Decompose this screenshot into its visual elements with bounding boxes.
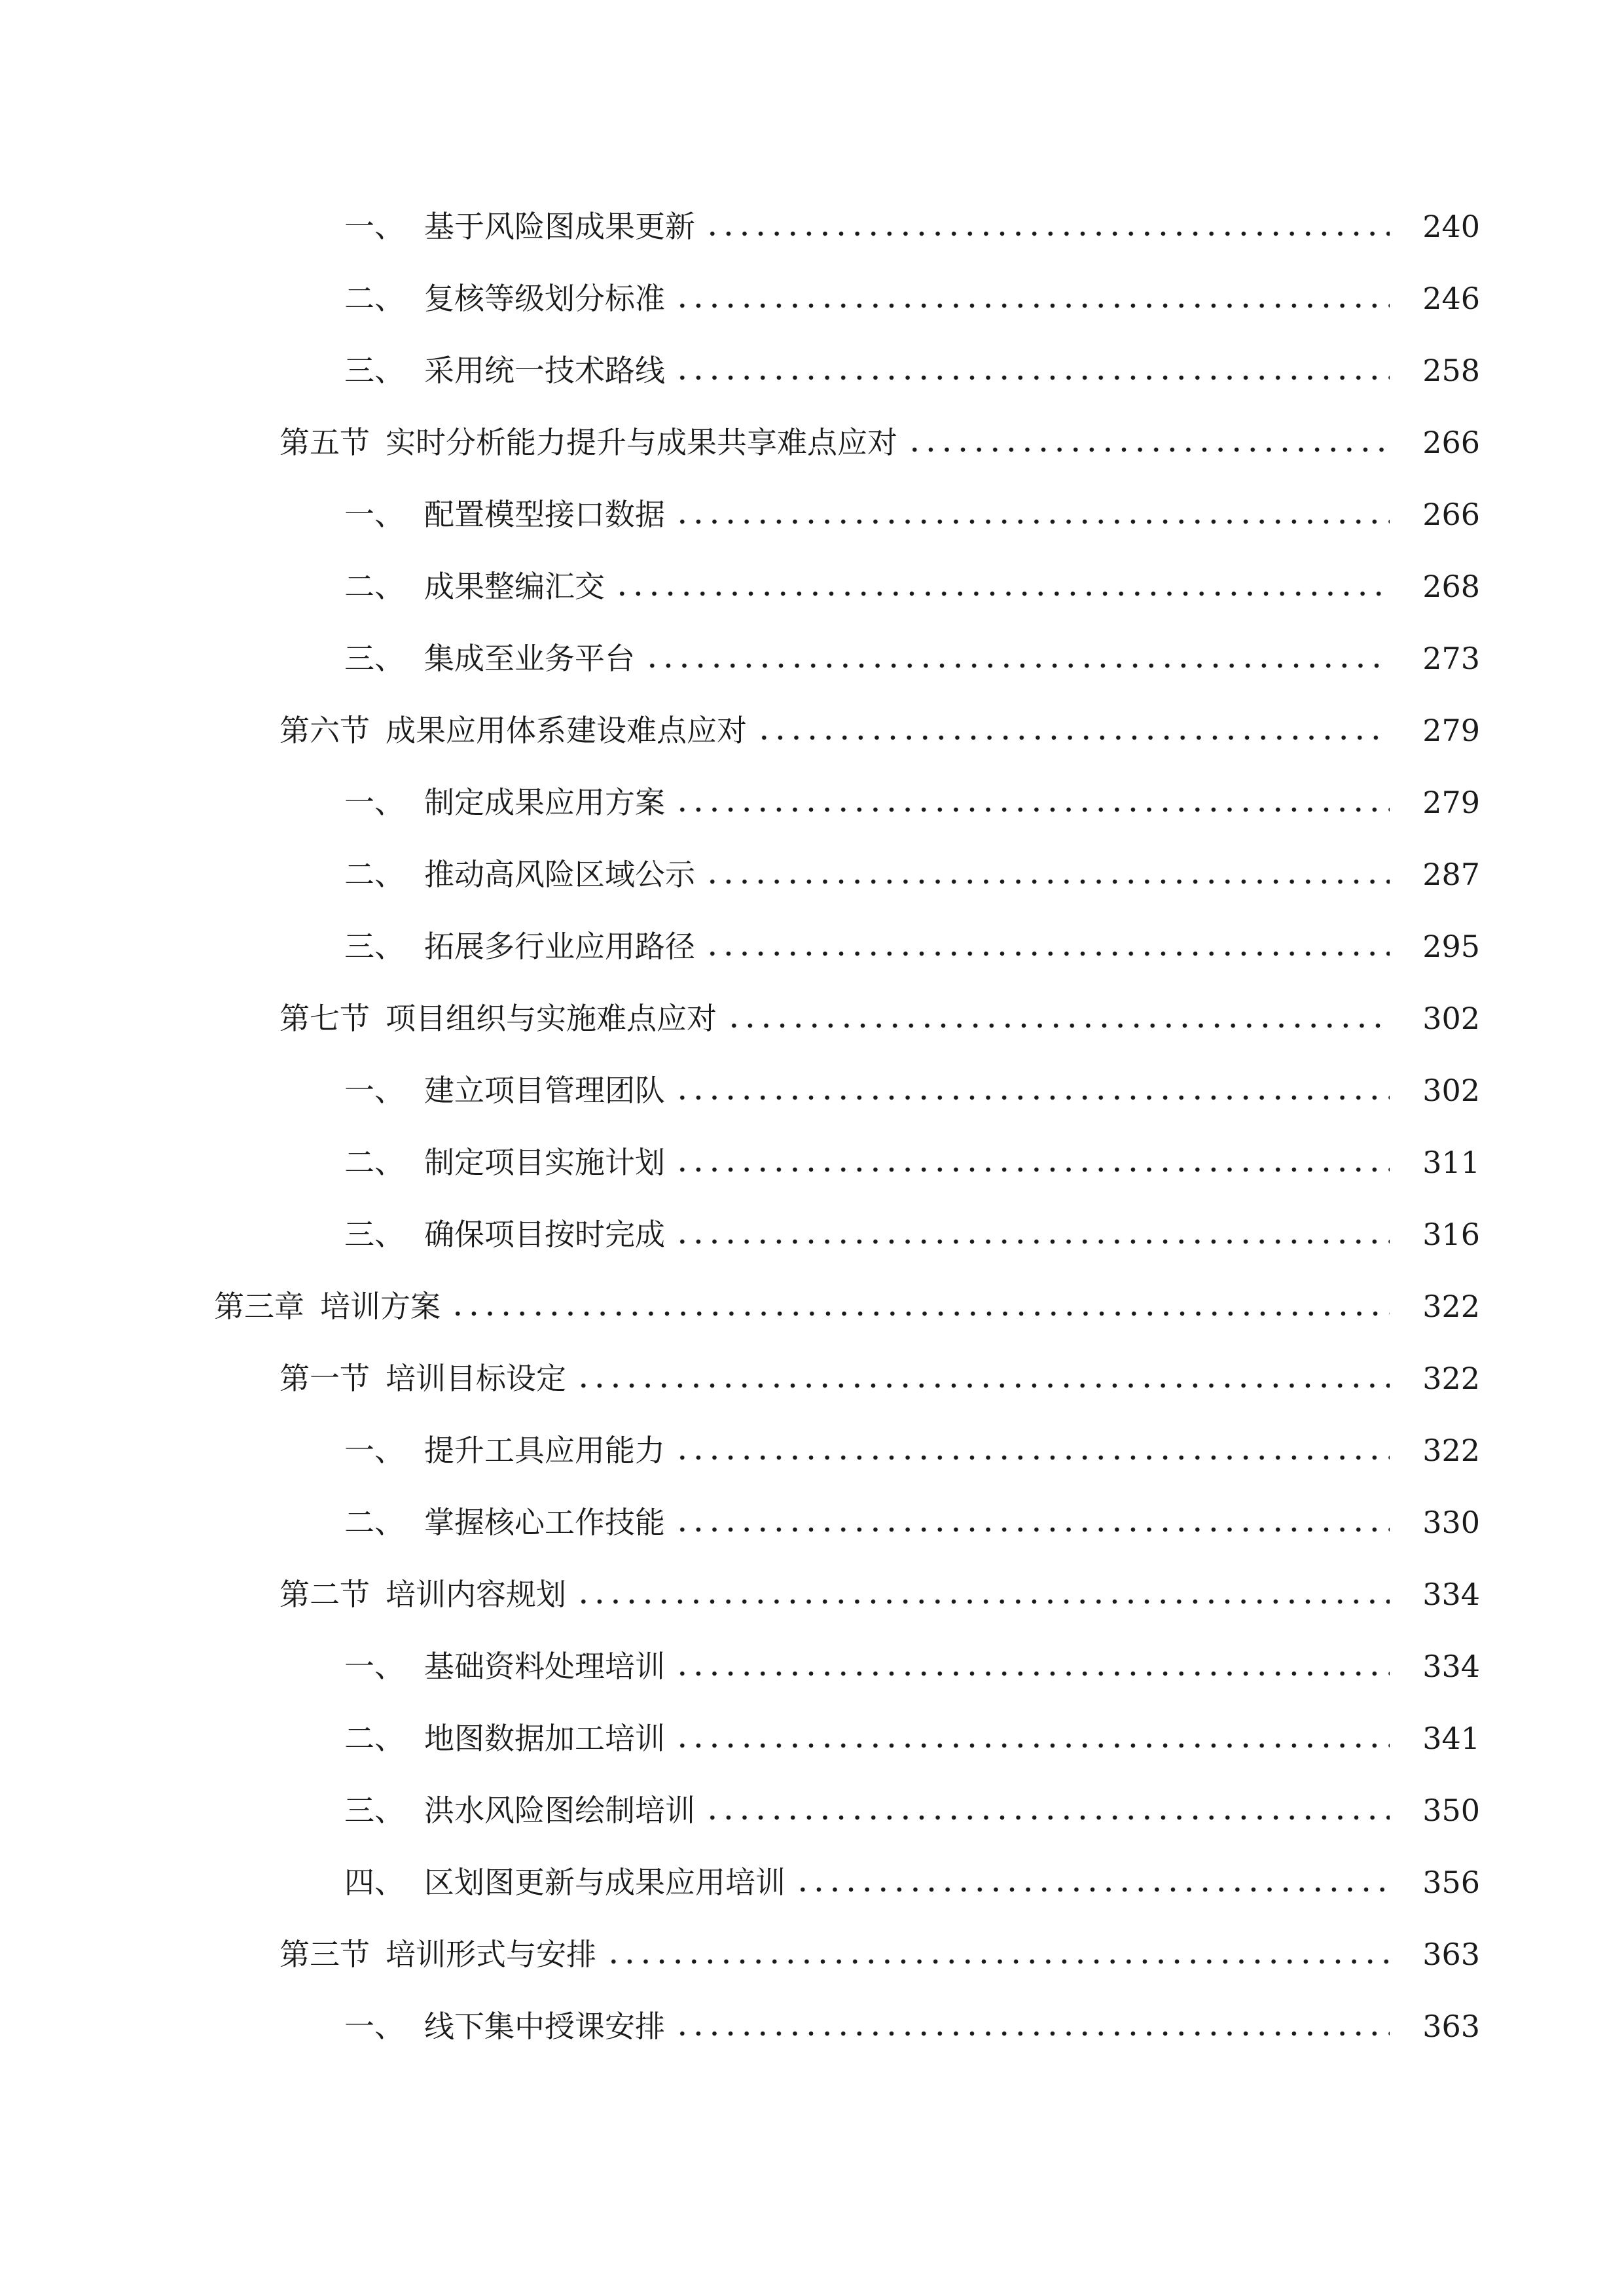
dot-leader (674, 518, 1390, 525)
toc-entry-section[interactable] (0, 1558, 1624, 1630)
dot-leader (704, 950, 1390, 957)
toc-entry[interactable] (0, 1198, 1624, 1270)
dot-leader (575, 1382, 1390, 1389)
toc-entry-title: 提升工具应用能力 (424, 1433, 665, 1468)
toc-entry-title: 培训形式与安排 (386, 1937, 596, 1972)
toc-entry-title: 制定成果应用方案 (424, 785, 665, 820)
toc-entry-title: 建立项目管理团队 (424, 1073, 665, 1108)
toc-entry-page: 330 (1422, 1505, 1480, 1540)
toc-entry-number: 一、 (344, 1649, 405, 1684)
toc-entry-page: 279 (1422, 785, 1480, 820)
toc-entry-page: 266 (1422, 425, 1480, 460)
dot-leader (674, 1454, 1390, 1461)
dot-leader (575, 1598, 1390, 1605)
toc-entry-number: 二、 (344, 1505, 405, 1540)
toc-entry-number: 一、 (344, 1073, 405, 1108)
dot-leader (704, 1814, 1390, 1821)
dot-leader (726, 1022, 1390, 1029)
dot-leader (674, 2030, 1390, 2037)
toc-entry-number: 一、 (344, 1433, 405, 1468)
toc-entry-page: 350 (1422, 1793, 1480, 1828)
dot-leader (605, 1958, 1390, 1965)
toc-entry-page: 266 (1422, 497, 1480, 532)
toc-entry-page: 322 (1422, 1433, 1480, 1468)
toc-entry-number: 第六节 (280, 713, 370, 748)
dot-leader (674, 302, 1390, 309)
toc-entry[interactable] (0, 1630, 1624, 1702)
toc-entry-title: 成果整编汇交 (424, 569, 605, 604)
toc-entry-title: 实时分析能力提升与成果共享难点应对 (386, 425, 897, 460)
dot-leader (674, 1526, 1390, 1533)
toc-entry[interactable] (0, 1702, 1624, 1774)
dot-leader (674, 374, 1390, 381)
toc-entry-title: 拓展多行业应用路径 (424, 929, 695, 964)
toc-entry[interactable] (0, 334, 1624, 406)
toc-entry-title: 培训内容规划 (386, 1577, 566, 1612)
toc-entry-number: 二、 (344, 857, 405, 892)
toc-entry-title: 推动高风险区域公示 (424, 857, 695, 892)
toc-entry-number: 第二节 (280, 1577, 370, 1612)
toc-entry-number: 四、 (344, 1865, 405, 1900)
toc-entry-number: 第五节 (280, 425, 370, 460)
toc-entry-page: 302 (1422, 1073, 1480, 1108)
table-of-contents (0, 190, 1624, 2062)
toc-entry[interactable] (0, 262, 1624, 334)
dot-leader (704, 878, 1390, 885)
toc-entry-number: 一、 (344, 785, 405, 820)
toc-entry[interactable] (0, 838, 1624, 910)
toc-entry-page: 316 (1422, 1217, 1480, 1252)
toc-entry-title: 培训目标设定 (386, 1361, 566, 1396)
toc-entry-page: 363 (1422, 2009, 1480, 2044)
toc-entry-title: 成果应用体系建设难点应对 (386, 713, 747, 748)
toc-entry-title: 基于风险图成果更新 (424, 209, 695, 244)
toc-entry-title: 地图数据加工培训 (424, 1721, 665, 1756)
toc-entry-title: 区划图更新与成果应用培训 (424, 1865, 785, 1900)
toc-entry-page: 295 (1422, 929, 1480, 964)
toc-entry[interactable] (0, 550, 1624, 622)
toc-entry-title: 采用统一技术路线 (424, 353, 665, 388)
toc-entry-page: 356 (1422, 1865, 1480, 1900)
toc-entry-title: 配置模型接口数据 (424, 497, 665, 532)
toc-entry-title: 制定项目实施计划 (424, 1145, 665, 1180)
dot-leader (674, 806, 1390, 813)
toc-entry-section[interactable] (0, 406, 1624, 478)
toc-entry-title: 洪水风险图绘制培训 (424, 1793, 695, 1828)
toc-entry-page: 287 (1422, 857, 1480, 892)
toc-entry-page: 258 (1422, 353, 1480, 388)
dot-leader (614, 590, 1390, 597)
toc-entry-number: 三、 (344, 353, 405, 388)
toc-entry[interactable] (0, 1054, 1624, 1126)
toc-entry-title: 基础资料处理培训 (424, 1649, 665, 1684)
toc-entry-page: 246 (1422, 281, 1480, 316)
toc-entry-title: 集成至业务平台 (424, 641, 635, 676)
toc-entry-number: 二、 (344, 1721, 405, 1756)
toc-entry-number: 三、 (344, 641, 405, 676)
toc-entry-title: 复核等级划分标准 (424, 281, 665, 316)
toc-entry-section[interactable] (0, 1342, 1624, 1414)
toc-entry-page: 311 (1422, 1145, 1480, 1180)
dot-leader (450, 1310, 1390, 1317)
toc-entry[interactable] (0, 190, 1624, 262)
toc-entry-page: 240 (1422, 209, 1480, 244)
toc-entry[interactable] (0, 622, 1624, 694)
toc-entry-title: 线下集中授课安排 (424, 2009, 665, 2044)
toc-entry-number: 一、 (344, 497, 405, 532)
toc-entry-page: 334 (1422, 1577, 1480, 1612)
toc-entry-page: 341 (1422, 1721, 1480, 1756)
toc-entry-page: 302 (1422, 1001, 1480, 1036)
dot-leader (644, 662, 1390, 669)
toc-entry-title: 培训方案 (320, 1289, 441, 1324)
toc-entry[interactable] (0, 1774, 1624, 1846)
toc-entry-page: 334 (1422, 1649, 1480, 1684)
toc-entry[interactable] (0, 478, 1624, 550)
toc-entry-section[interactable] (0, 982, 1624, 1054)
toc-entry-page: 363 (1422, 1937, 1480, 1972)
toc-entry[interactable] (0, 766, 1624, 838)
dot-leader (795, 1886, 1390, 1893)
toc-entry[interactable] (0, 1414, 1624, 1486)
toc-entry-number: 二、 (344, 281, 405, 316)
dot-leader (674, 1094, 1390, 1101)
toc-entry[interactable] (0, 910, 1624, 982)
toc-entry-section[interactable] (0, 1918, 1624, 1990)
toc-entry-page: 268 (1422, 569, 1480, 604)
toc-entry-title: 确保项目按时完成 (424, 1217, 665, 1252)
toc-entry-number: 三、 (344, 1793, 405, 1828)
dot-leader (907, 446, 1390, 453)
toc-entry[interactable] (0, 1126, 1624, 1198)
toc-entry-number: 第一节 (280, 1361, 370, 1396)
toc-entry-title: 掌握核心工作技能 (424, 1505, 665, 1540)
toc-entry-title: 项目组织与实施难点应对 (386, 1001, 717, 1036)
toc-entry-number: 二、 (344, 569, 405, 604)
toc-entry-number: 三、 (344, 929, 405, 964)
toc-entry-page: 322 (1422, 1289, 1480, 1324)
toc-entry-number: 二、 (344, 1145, 405, 1180)
toc-entry[interactable] (0, 1846, 1624, 1918)
toc-entry-page: 273 (1422, 641, 1480, 676)
toc-entry-number: 第三节 (280, 1937, 370, 1972)
toc-entry-page: 279 (1422, 713, 1480, 748)
dot-leader (756, 734, 1390, 741)
toc-entry[interactable] (0, 1486, 1624, 1558)
toc-entry-chapter[interactable] (0, 1270, 1624, 1342)
toc-entry-number: 一、 (344, 209, 405, 244)
toc-entry-page: 322 (1422, 1361, 1480, 1396)
dot-leader (674, 1238, 1390, 1245)
dot-leader (674, 1670, 1390, 1677)
toc-entry-number: 第三章 (214, 1289, 304, 1324)
dot-leader (674, 1742, 1390, 1749)
toc-entry[interactable] (0, 1990, 1624, 2062)
toc-entry-number: 三、 (344, 1217, 405, 1252)
dot-leader (704, 230, 1390, 237)
toc-entry-number: 第七节 (280, 1001, 370, 1036)
dot-leader (674, 1166, 1390, 1173)
toc-entry-number: 一、 (344, 2009, 405, 2044)
toc-entry-section[interactable] (0, 694, 1624, 766)
